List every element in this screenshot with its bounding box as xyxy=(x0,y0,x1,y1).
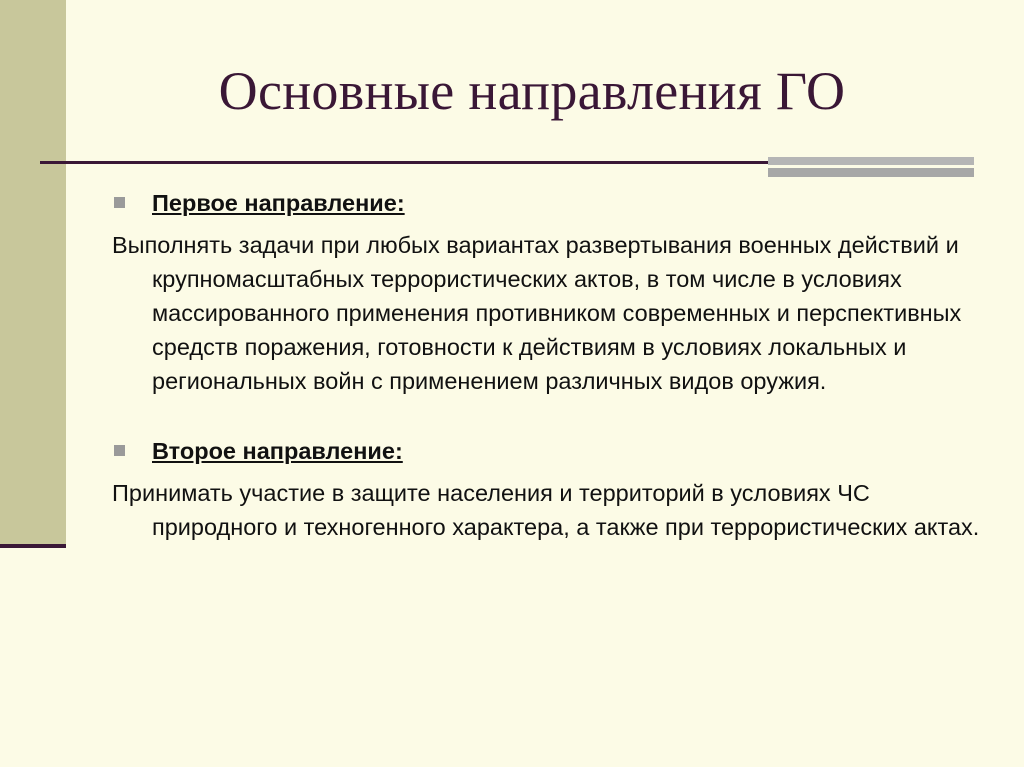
section-body-first: Выполнять задачи при любых вариантах развертывания военных действий и крупномасштабных террористических актов, в том числе в условиях массированного применения противником современных и перспективных средств поражения, готовности к действиям в условиях локальных и региональных войн с применением различных видов оружия. xyxy=(112,232,962,394)
section-spacer xyxy=(112,398,992,434)
square-bullet-icon xyxy=(114,445,125,456)
left-band-divider xyxy=(0,544,66,548)
title-accent-bar-bottom xyxy=(768,168,974,177)
slide-content xyxy=(112,186,992,544)
section-heading-second xyxy=(112,434,992,468)
slide-title: Основные направления ГО xyxy=(218,61,846,121)
square-bullet-icon xyxy=(114,197,125,208)
title-underline xyxy=(40,161,770,164)
section-heading-text: Первое направление: xyxy=(152,190,405,216)
title-accent-bar-top xyxy=(768,157,974,165)
section-heading-first xyxy=(112,186,992,220)
section-heading-text: Второе направление: xyxy=(152,438,403,464)
section-body-second: Принимать участие в защите населения и территорий в условиях ЧС природного и техногенного характера, а также при террористических актах. xyxy=(112,480,980,540)
